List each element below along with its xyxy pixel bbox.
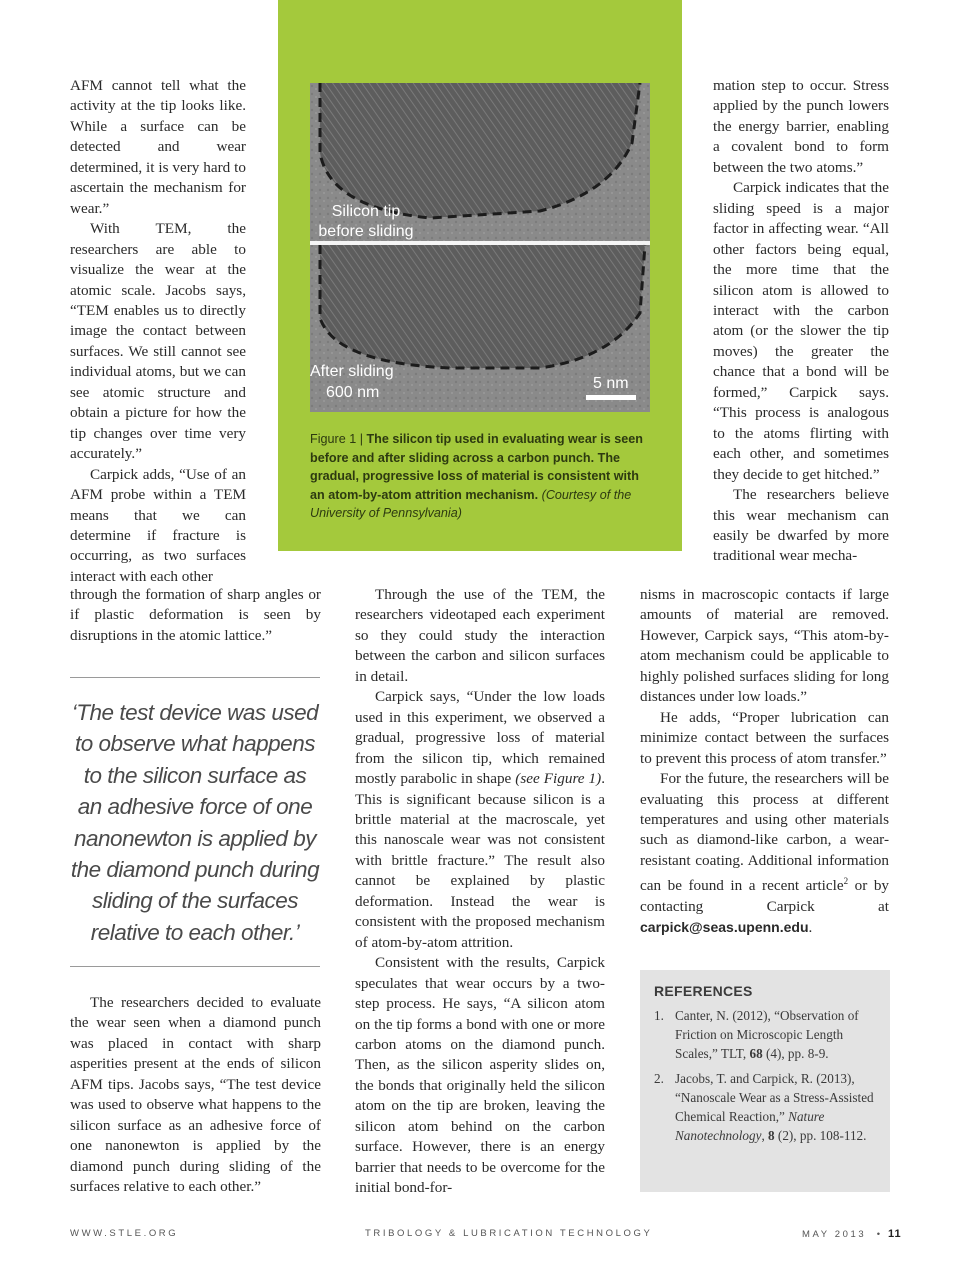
footer-publication: TRIBOLOGY & LUBRICATION TECHNOLOGY — [365, 1228, 653, 1239]
column-3-bottom — [640, 585, 889, 939]
footer-website: WWW.STLE.ORG — [70, 1228, 179, 1239]
scale-bar-label: 5 nm — [593, 375, 629, 392]
paragraph: Carpick says, “Under the low loads used in this experiment, we observed a gradual, progressive loss of material from the silicon tip, which remained mostly parabolic in shape (see Figure 1). This is significant because silicon is a brittle material at the macroscale, yet this nanoscale wear was not consistent with brittle fracture.” The result also cannot be explained by plastic deformation. Instead the wear is consistent with the proposed mechanism of atom-by-atom attrition. — [355, 688, 605, 951]
pull-quote — [70, 677, 320, 967]
references-box — [640, 970, 890, 1192]
reference-item: 1. Canter, N. (2012), “Observation of Friction on Microscopic Length Scales,” TLT, 68 (4), pp. 8-9. — [654, 1008, 859, 1061]
paragraph: He adds, “Proper lubrication can minimize contact between the surfaces to prevent this process of atom transfer.” — [640, 708, 889, 767]
figure-box — [278, 0, 682, 551]
figure-reference: (see Figure 1) — [515, 770, 602, 788]
figure-number: Figure 1 | — [310, 432, 367, 446]
column-1-bottom — [70, 993, 321, 1198]
pull-quote-text: ‘The test device was used to observe what happens to the silicon surface as an adhesive force of one nanonewton is applied by the diamond punch during sliding of the surfaces relative to each other.’ — [70, 700, 320, 945]
paragraph: With TEM, the researchers are able to visualize the wear at the atomic scale. Jacobs says, “TEM enables us to directly image the contact between surfaces. We still cannot see individual atoms, but we can see atomic structure and obtain a picture for how the tip changes over time very accurately.” — [70, 220, 246, 463]
label-after-sliding: After sliding — [310, 363, 394, 380]
figure-caption — [310, 430, 654, 523]
column-3-top — [713, 76, 889, 567]
email-link[interactable]: carpick@seas.upenn.edu — [640, 919, 809, 936]
column-1-top — [70, 76, 246, 587]
footer-date: MAY 2013 • 11 — [802, 1228, 902, 1240]
column-2 — [355, 585, 605, 1199]
scale-bar — [586, 395, 636, 400]
reference-item: 2. Jacobs, T. and Carpick, R. (2013), “Nanoscale Wear as a Stress-Assisted Chemical Reaction,” Nature Nanotechnology, 8 (2), pp. 108-112. — [654, 1071, 874, 1143]
paragraph: For the future, the researchers will be evaluating this process at different temperatures and using other materials such as diamond-like carbon, a wear-resistant coating. Additional information can be found in a recent article$^2$ or by contacting Carpick at carpick@seas.upenn.edu. — [640, 770, 890, 937]
paragraph: through the formation of sharp angles or if plastic deformation is seen by disruptions in the atomic lattice.” — [70, 586, 321, 644]
label-distance: 600 nm — [326, 384, 380, 401]
paragraph: Carpick adds, “Use of an AFM probe within a TEM means that we can determine if fracture is occurring, as two surfaces interact with each other — [70, 465, 246, 585]
paragraph: mation step to occur. Stress applied by the punch lowers the energy barrier, enabling a covalent bond to form between the two atoms.” — [713, 77, 889, 176]
column-1-wide — [70, 585, 321, 646]
paragraph: AFM cannot tell what the activity at the tip looks like. While a surface can be detected and wear determined, it is very hard to ascertain the mechanism for wear.” — [70, 77, 246, 217]
caption-credit: (Courtesy of the University of Pennsylvania) — [310, 487, 632, 521]
tem-micrograph — [310, 83, 650, 412]
paragraph: The researchers believe this wear mechanism can easily be dwarfed by more traditional wear mecha- — [713, 486, 889, 565]
paragraph: Carpick indicates that the sliding speed is a major factor in affecting wear. “All other factors being equal, the more time that the silicon atom is allowed to interact with the carbon atom (or the slower the tip moves) the greater the chance that a bond will be formed,” Carpick says. “This process is analogous to the atoms flirting with each other, and sometimes they decide to get hitched.” — [713, 179, 889, 483]
page-number: 11 — [887, 1228, 902, 1240]
label-before-sliding: Silicon tip before sliding — [318, 203, 414, 240]
caption-text: The silicon tip used in evaluating wear is seen before and after sliding across a carbon punch. The gradual, progressive loss of material is consistent with an atom-by-atom attrition mechanism. — [310, 432, 643, 502]
paragraph: nisms in macroscopic contacts if large amounts of material are removed. However, Carpick says, “This atom-by-atom mechanism could be applicable to highly polished surfaces sliding for long distances under low loads.” — [640, 586, 889, 706]
paragraph: Consistent with the results, Carpick speculates that wear occurs by a two-step process. He says, “A silicon atom on the tip forms a bond with one or more carbon atoms on the diamond punch. Then, as the silicon asperity slides on, the bonds that originally held the silicon atom on the tip are broken, leaving the silicon atom behind on the carbon surface. However, there is an energy barrier that needs to be overcome for the initial bond-for- — [355, 954, 605, 1197]
paragraph: Through the use of the TEM, the researchers videotaped each experiment so they could study the interaction between the carbon and silicon surfaces in detail. — [355, 586, 605, 685]
references-title: REFERENCES — [654, 983, 753, 999]
references-list — [654, 1006, 876, 1151]
paragraph: The researchers decided to evaluate the wear seen when a diamond punch was placed in contact with sharp asperities present at the ends of silicon AFM tips. Jacobs says, “The test device was used to observe what happens to the silicon surface as an adhesive force of one nanonewton is applied by the diamond punch during sliding of the surfaces relative to each other.” — [70, 994, 321, 1196]
